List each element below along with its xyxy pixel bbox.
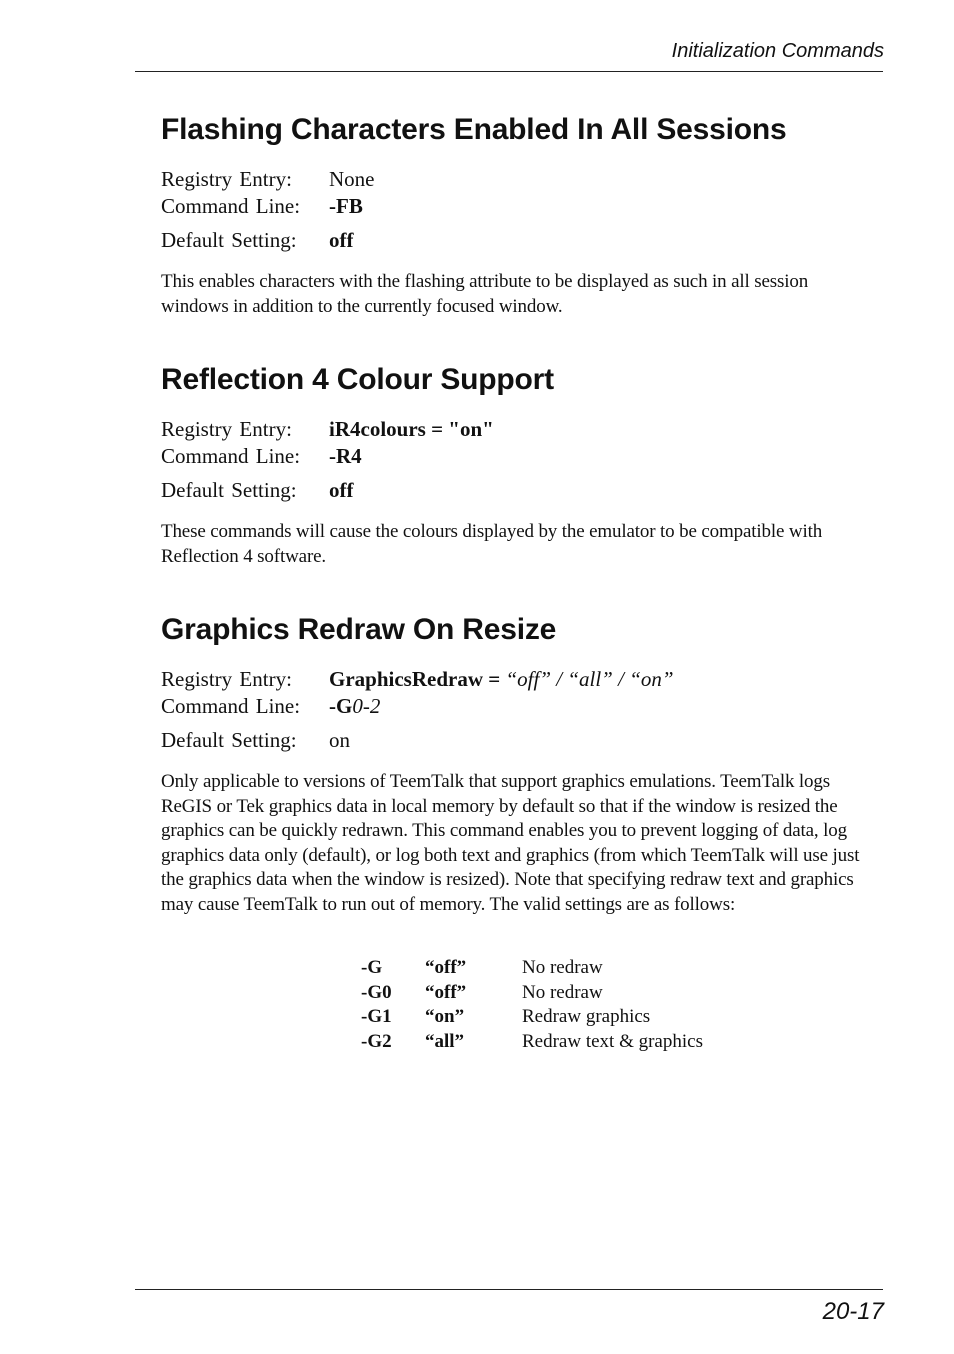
setting-meaning: Redraw text & graphics (522, 1030, 703, 1052)
registry-entry-row (161, 416, 866, 443)
section-description: This enables characters with the flashing attribute to be displayed as such in all session windows in addition to the currently focused window. (161, 271, 809, 317)
command-line-range: 0-2 (352, 694, 381, 718)
field-list (161, 416, 866, 504)
default-setting-row (161, 477, 866, 504)
section-flashing-characters (161, 110, 866, 319)
section-description: These commands will cause the colours displayed by the emulator to be compatible with Reflection 4 software. (161, 521, 823, 567)
registry-entry-label: Registry Entry: (161, 417, 292, 441)
command-line-label: Command Line: (161, 694, 301, 718)
command-line-prefix: -G (329, 694, 353, 718)
table-row (361, 956, 703, 981)
default-setting-label: Default Setting: (161, 228, 297, 252)
setting-meaning: Redraw graphics (522, 1006, 651, 1028)
default-setting-value: off (329, 478, 354, 502)
setting-option: -G0 (361, 981, 392, 1003)
section-description: Only applicable to versions of TeemTalk that support graphics emulations. TeemTalk logs ReGIS or Tek graphics data in local memory by default so that if the window is resized the graphics can be quickly redrawn. This command enables you to prevent logging of data, log graphics data only (default), or log both text and graphics (from which TeemTalk will use just the graphics data when the window is resized). Note that specifying redraw text and graphics may cause TeemTalk to run out of memory. The valid settings are as follows: (161, 771, 860, 915)
default-setting-label: Default Setting: (161, 728, 297, 752)
registry-entry-key: GraphicsRedraw = (329, 667, 501, 691)
registry-entry-label: Registry Entry: (161, 667, 292, 691)
registry-entry-options: “off” / “all” / “on” (505, 667, 674, 691)
command-line-row (161, 443, 866, 470)
default-setting-value: on (329, 728, 350, 752)
setting-option: -G (361, 957, 383, 978)
running-head: Initialization Commands (671, 40, 884, 62)
command-line-row (161, 193, 866, 220)
section-title: Reflection 4 Colour Support (161, 363, 554, 396)
setting-keyword: “on” (425, 1006, 465, 1028)
setting-meaning: No redraw (522, 957, 603, 978)
footer-rule (135, 1289, 883, 1290)
setting-option: -G2 (361, 1030, 392, 1052)
registry-entry-value: iR4colours = "on" (329, 417, 494, 441)
setting-meaning: No redraw (522, 981, 603, 1003)
table-row (361, 1005, 703, 1030)
registry-entry-label: Registry Entry: (161, 167, 292, 191)
header-rule (135, 71, 883, 72)
section-title: Flashing Characters Enabled In All Sessions (161, 113, 787, 146)
page-number: 20-17 (822, 1298, 884, 1325)
default-setting-value: off (329, 228, 354, 252)
setting-keyword: “off” (425, 981, 467, 1003)
registry-entry-row (161, 666, 866, 693)
registry-entry-row (161, 166, 866, 193)
command-line-value: -R4 (329, 444, 362, 468)
table-row (361, 981, 703, 1006)
field-list (161, 666, 866, 754)
redraw-settings-table (361, 956, 703, 1054)
command-line-label: Command Line: (161, 194, 301, 218)
command-line-row (161, 693, 866, 720)
setting-keyword: “off” (425, 957, 467, 978)
command-line-value: -FB (329, 194, 363, 218)
setting-keyword: “all” (425, 1030, 465, 1052)
default-setting-row (161, 227, 866, 254)
default-setting-label: Default Setting: (161, 478, 297, 502)
section-graphics-redraw (161, 610, 866, 918)
registry-entry-value: None (329, 167, 375, 191)
command-line-label: Command Line: (161, 444, 301, 468)
default-setting-row (161, 727, 866, 754)
section-title: Graphics Redraw On Resize (161, 613, 557, 646)
section-reflection-colour (161, 360, 866, 569)
setting-option: -G1 (361, 1006, 392, 1028)
field-list (161, 166, 866, 254)
table-row (361, 1030, 703, 1055)
